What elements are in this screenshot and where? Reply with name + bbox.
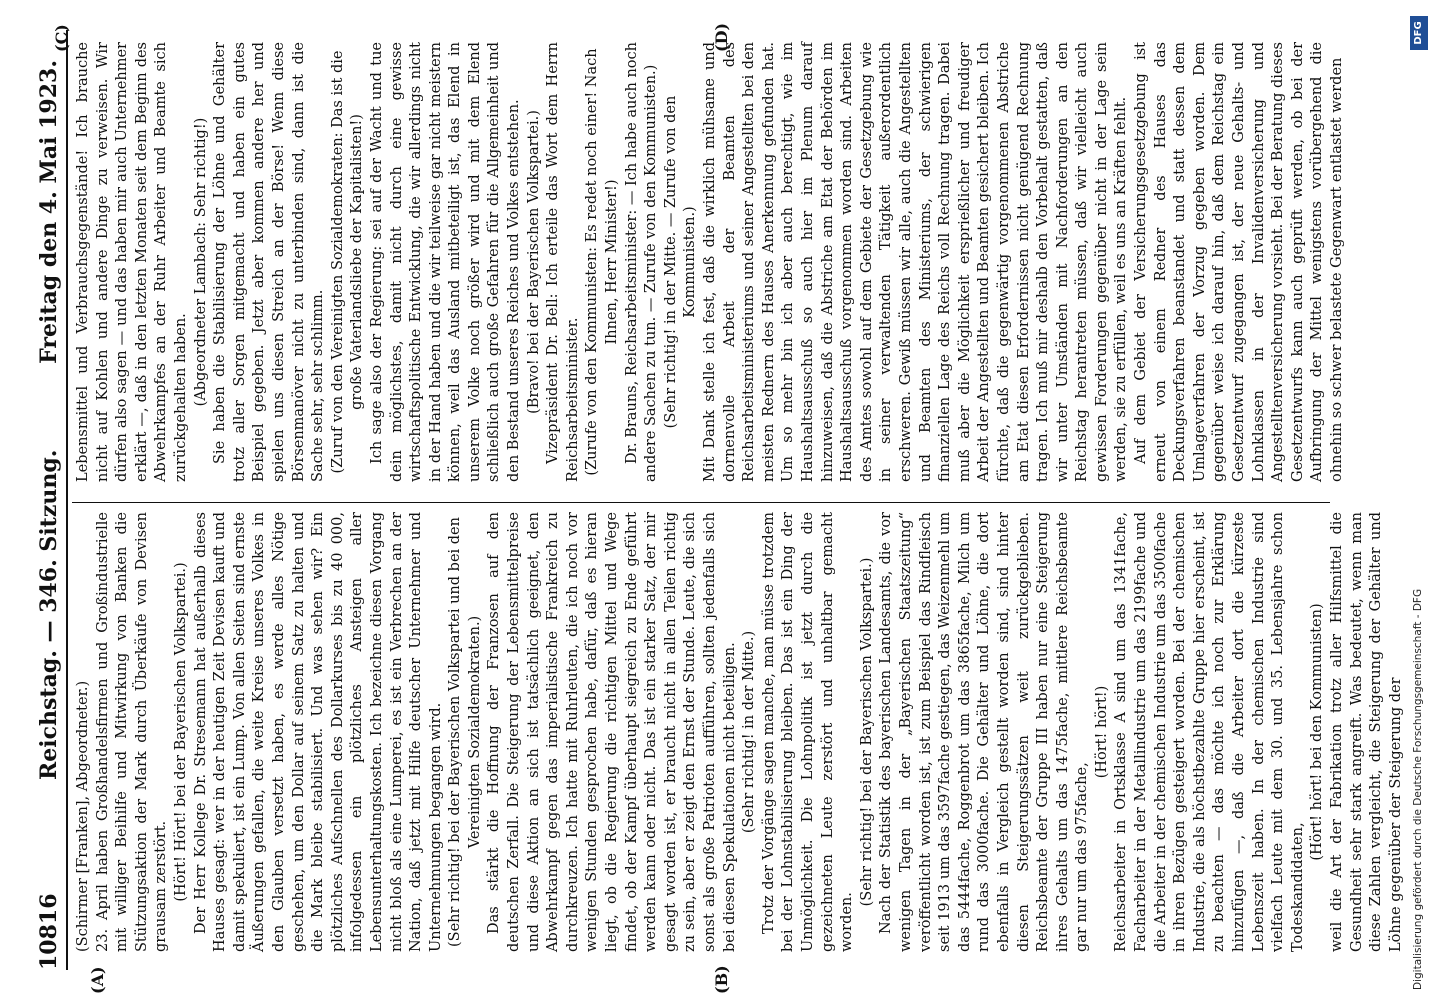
margin-marker-a: (A) bbox=[88, 966, 107, 994]
interjection: (Abgeordneter Lambach: Sehr richtig!) bbox=[192, 117, 209, 407]
header-right-title: Freitag den 4. Mai 1923. bbox=[36, 60, 62, 364]
paragraph: Dr. Brauns, Reichsarbeitsminister: — Ich habe auch noch andere Sachen zu tun. — Zurufe von den Kommunisten.) bbox=[623, 42, 660, 482]
interjection: (Sehr richtig! in der Mitte.) bbox=[741, 630, 758, 834]
paragraph: Auf dem Gebiet der Versicherungsgesetzgebung ist erneut von einem Redner des Hauses das Deckungsverfahren beanstandet und statt dessen dem Umlageverfahren der Vorzug gegeben worden. Dem gegenüber weise ich darauf hin, daß dem Reichstag ein Gesetzentwurf zugegangen ist, der neue Gehalts- und Lohnklassen in der Invalidenversicherung und Angestelltenversicherung vorsieht. Bei der Beratung dieses Gesetzentwurfs kann auch geprüft werden, ob bei der Aufbringung der Mittel wenigstens vorübergehend die ohnehin so schwer belastete Gegenwart entlastet werden bbox=[1133, 42, 1345, 482]
dfg-logo: DFG bbox=[1410, 16, 1428, 50]
paragraph: Mit Dank stelle ich fest, daß die wirklich mühsame und dornenvolle Arbeit der Beamten des Reichsarbeitsministeriums und seiner Angestellten bei den meisten Rednern des Hauses Anerkennung gefunden hat. Um so mehr bin ich aber auch berechtigt, wie im Haushaltsausschuß so auch hier im Plenum darauf hinzuweisen, daß die Abstriche am Etat der Behörden im Haushaltsausschuß vorgenommen worden sind. Arbeiten des Amtes sowohl auf dem Gebiete der Gesetzgebung wie in seiner verwaltenden Tätigkeit außerordentlich erschweren. Gewiß müssen wir alle, auch die Angestellten und Beamten des Ministeriums, der schwierigen finanziellen Lage des Reichs voll Rechnung tragen. Dabei muß aber die Möglichkeit ersprießlicher und freudiger Arbeit der Angestellten und Beamten gesichert bleiben. Ich fürchte, daß die gegenwärtig vorgenommenen Abstriche am Etat diesen Erfordernissen nicht genügend Rechnung tragen. Ich muß mir deshalb den Vorbehalt gestatten, daß wir unter Umständen mit Nachforderungen an den Reichstag herantreten müssen, daß wir vielleicht auch gewissen Forderungen gegenüber nicht in der Lage sein werden, sie zu erfüllen, weil es uns an Kräften fehlt. bbox=[702, 42, 1130, 482]
interjection: (Bravo! bei der Bayerischen Volkspartei.) bbox=[525, 110, 542, 414]
margin-marker-b: (B) bbox=[712, 965, 731, 994]
paragraph: weil die Art der Fabrikation trotz aller Hilfsmittel die Gesundheit sehr stark angreift. Was bedeutet, wenn man diese Zahlen vergleicht, die Steigerung der Gehälter und Löhne gegenüber der Steigerung der bbox=[1329, 512, 1404, 952]
paragraph: Lebensmittel und Verbrauchsgegenstände! Ich brauche nicht auf Kohlen und andere Dinge zu verweisen. Wir dürfen also sagen — und das haben mir auch Unternehmer erklärt —, daß in den letzten Monaten seit dem Beginn des Abwehrkampfes an der Ruhr Arbeiter und Beamte sich zurückgehalten haben. bbox=[75, 42, 189, 482]
page-header bbox=[32, 30, 68, 970]
paragraph: Ich sage also der Regierung: sei auf der Wacht und tue dein möglichstes, damit nicht durch eine gewisse wirtschaftspolitische Entwicklung, die wir allerdings nicht in der Hand haben und die wir teilweise gar nicht meistern können, weil das Ausland mitbeteiligt ist, das Elend in unserem Volke noch größer wird und mit dem Elend schließlich auch große Gefahren für die Allgemeinheit und den Bestand unseres Reiches und Volkes entstehen. bbox=[368, 42, 523, 482]
paragraph: Nach der Statistik des bayerischen Landesamts, die vor wenigen Tagen in der „Bayerischen Staatszeitung“ veröffentlicht worden ist, ist zum Beispiel das Rindfleisch seit 1913 um das 3597fache gestiegen, das Weizenmehl um das 5444fache, Roggenbrot um das 3865fache, Milch um rund das 3000fache. Die Gehälter und Löhne, die dort ebenfalls in Vergleich gestellt worden sind, sind hinter diesen Steigerungssätzen weit zurückgeblieben. Reichsbeamte der Gruppe III haben nur eine Steigerung ihres Gehalts um das 1475fache, mittlere Reichsbeamte gar nur um das 975fache, bbox=[878, 512, 1091, 952]
column-divider bbox=[72, 502, 1330, 503]
interjection: (Hört! hört! bei den Kommunisten) bbox=[1309, 603, 1326, 861]
paragraph: Vizepräsident Dr. Bell: Ich erteile das Wort dem Herrn Reichsarbeitsminister. bbox=[545, 42, 581, 482]
paragraph: Trotz der Vorgänge sagen manche, man müsse trotzdem bei der Lohnstabilisierung bleiben. Das ist ein Ding der Unmöglichkeit. Die Lohnpolitik ist jetzt durch die gezeichneten Leute zerstört und unhaltbar gemacht worden. bbox=[760, 512, 856, 952]
header-left-title: Reichstag. — 346. Sitzung. bbox=[36, 449, 62, 780]
interjection: (Hört! hört!) bbox=[1093, 685, 1110, 779]
interjection: (Sehr richtig! bei der Bayerischen Volkspartei und bei den Vereinigten Sozialdemokraten.) bbox=[447, 517, 483, 947]
dfg-credit-text: Digitalisierung gefördert durch die Deutsche Forschungsgemeinschaft - DFG bbox=[1412, 588, 1424, 990]
paragraph: Der Herr Kollege Dr. Stresemann hat außerhalb dieses Hauses gesagt: wer in der heutigen Zeit Devisen kauft und damit spekuliert, ist ein Lump. Von allen Seiten sind ernste Äußerungen gefallen, die weite Kreise unseres Volkes in den Glauben versetzt haben, es werde alles Nötige geschehen, um den Dollar auf seinem Satz zu halten und die Mark bleibe stabilisiert. Und was sehen wir? Ein plötzliches Aufschnellen des Dollarkurses bis zu 40 000, infolgedessen ein plötzliches Ansteigen aller Lebensunterhaltungskosten. Ich bezeichne diesen Vorgang nicht bloß als eine Lumperei, es ist ein Verbrechen an der Nation, daß jetzt mit Hilfe deutscher Unternehmer und Unternehmungen begangen wird. bbox=[192, 512, 444, 952]
interjection: (Sehr richtig! bei der Bayerischen Volkspartei.) bbox=[858, 557, 875, 907]
interjection: (Zuruf von den Vereinigten Sozialdemokraten: Das ist die große Vaterlandsliebe der Kapitalisten!) bbox=[329, 50, 366, 474]
right-column bbox=[74, 42, 1348, 482]
dfg-credit-strip bbox=[1406, 0, 1434, 1000]
speaker-note: (Schirmer [Franken], Abgeordneter.) bbox=[75, 680, 91, 952]
margin-marker-c: (C) bbox=[52, 24, 71, 52]
interjection: (Zurufe von den Kommunisten: Es redet noch einer! Nach Ihnen, Herr Minister!) bbox=[584, 48, 621, 476]
paragraph: Das stärkt die Hoffnung der Franzosen auf den deutschen Zerfall. Die Steigerung der Lebensmittelpreise und diese Aktion an sich ist tatsächlich geeignet, den Abwehrkampf gegen das imperialistische Frankreich zu durchkreuzen. Ich hatte mit Ruhrleuten, die ich noch vor wenigen Stunden gesprochen habe, dafür, daß es hieran liegt, ob die Regierung die richtigen Mittel und Wege findet, ob der Kampf überhaupt siegreich zu Ende geführt werden kann oder nicht. Das ist ein starker Satz, der mir gesagt worden ist, er braucht nicht in allen Teilen richtig zu sein, aber er zeigt den Ernst der Stunde. Leute, die sich sonst als große Patrioten aufführen, sollten jedenfalls sich bei diesen Spekulationen nicht beteiligen. bbox=[486, 512, 738, 952]
interjection: (Sehr richtig! in der Mitte. — Zurufe von den Kommunisten.) bbox=[662, 95, 699, 429]
left-column bbox=[74, 512, 1406, 952]
interjection: (Hört! Hört! bei der Bayerischen Volkspartei.) bbox=[172, 562, 189, 902]
paragraph: 23. April haben Großhandelsfirmen und Großindustrielle mit williger Beihilfe und Mitwirkung von Banken die Stützungsaktion der Mark durch Überkäufe von Devisen grausam zerstört. bbox=[94, 512, 170, 952]
paragraph: Reichsarbeiter in Ortsklasse A sind um das 1341fache, Facharbeiter in der Metallindustrie um das 2199fache und die Arbeiter in der chemischen Industrie um das 3500fache in ihren Bezügen gesteigert worden. Bei der chemischen Industrie, die als höchstbezahlte Gruppe hier erscheint, ist zu beachten — das möchte ich noch zur Erklärung hinzufügen —, daß die Arbeiter dort die kürzeste Lebenszeit haben. In der chemischen Industrie sind vielfach Leute mit dem 30. und 35. Lebensjahre schon Todeskandidaten, bbox=[1113, 512, 1306, 952]
page-number: 10816 bbox=[36, 893, 62, 970]
paragraph: Sie haben die Stabilisierung der Löhne und Gehälter trotz aller Sorgen mitgemacht und haben ein gutes Beispiel gegeben. Jetzt aber kommen andere her und spielen uns diesen Streich an der Börse! Wenn diese Börsenmanöver nicht zu unterbinden sind, dann ist die Sache sehr, sehr schlimm. bbox=[212, 42, 327, 482]
margin-marker-d: (D) bbox=[712, 22, 731, 52]
